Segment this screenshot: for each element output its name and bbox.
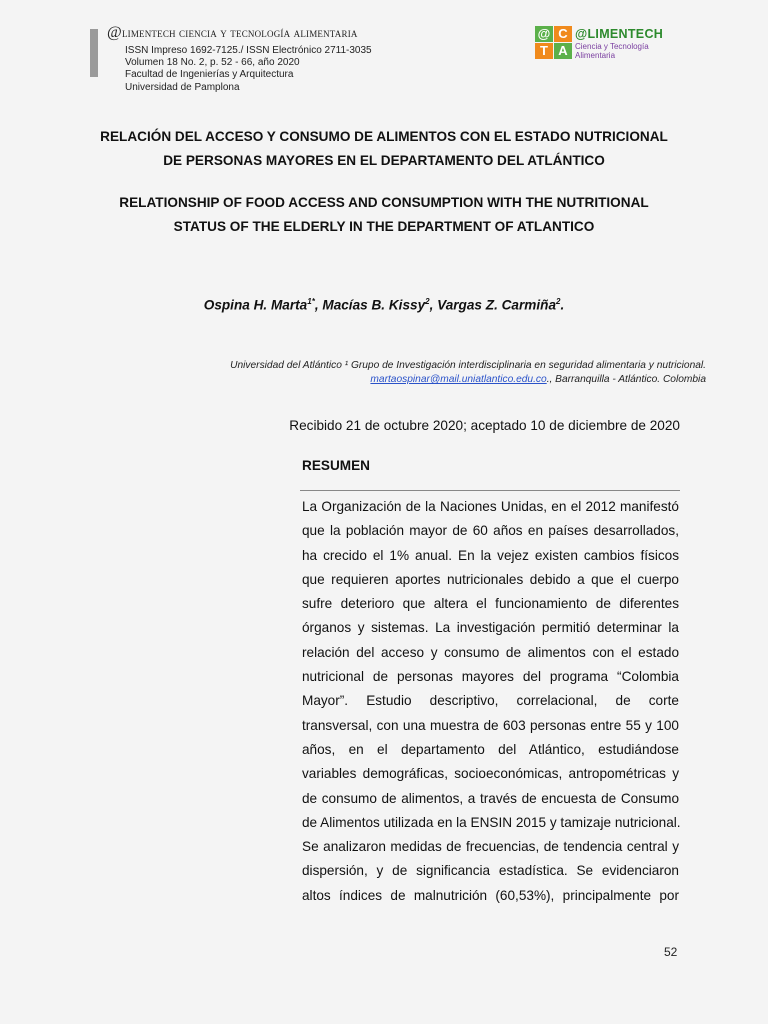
author-name: , Macías B. Kissy bbox=[314, 297, 426, 313]
issn-line: ISSN Impreso 1692-7125./ ISSN Electrónico 2711-3035 bbox=[125, 45, 372, 56]
logo-subtitle bbox=[575, 43, 649, 60]
authors bbox=[60, 297, 708, 313]
title-line: DE PERSONAS MAYORES EN EL DEPARTAMENTO DEL ATLÁNTICO bbox=[163, 153, 605, 168]
abstract-line: años, en el departamento del Atlántico, estudiándose bbox=[302, 741, 679, 757]
logo-subtitle-line: Ciencia y Tecnología bbox=[575, 42, 649, 51]
authors-end: . bbox=[560, 297, 565, 313]
resumen-heading: RESUMEN bbox=[302, 458, 370, 473]
volume-line: Volumen 18 No. 2, p. 52 - 66, año 2020 bbox=[125, 57, 300, 69]
author-sup: 2 bbox=[556, 297, 561, 306]
author-sup: 2 bbox=[425, 297, 430, 306]
journal-name bbox=[107, 24, 358, 42]
abstract-line: Mayor”. Estudio descriptivo, correlacional, de corte bbox=[302, 693, 679, 709]
logo-tiles bbox=[535, 26, 573, 60]
abstract-line: nutricional de personas mayores del programa “Colombia bbox=[302, 669, 679, 685]
affiliation-contact bbox=[230, 373, 706, 387]
abstract-line: sufre deterioro que altera el funcionamiento de diferentes bbox=[302, 596, 679, 612]
author-name: , Vargas Z. Carmiña bbox=[429, 297, 557, 313]
abstract-line: que la población mayor de 60 años en países desarrollados, bbox=[302, 523, 679, 539]
abstract-line: de Alimentos utilizada en la ENSIN 2015 y tamizaje nutricional. bbox=[302, 814, 681, 830]
logo-tile: T bbox=[535, 43, 553, 59]
journal-logo bbox=[535, 26, 695, 60]
abstract-text bbox=[302, 495, 679, 908]
author-sup: 1* bbox=[307, 297, 315, 306]
logo-tile: A bbox=[554, 43, 572, 59]
title-line: STATUS OF THE ELDERLY IN THE DEPARTMENT OF ATLANTICO bbox=[173, 219, 595, 234]
abstract-line: ha crecido el 1% anual. En la vejez existen cambios físicos bbox=[302, 547, 679, 563]
logo-name: @LIMENTECH bbox=[575, 27, 664, 41]
title-english bbox=[60, 191, 708, 239]
received-dates: Recibido 21 de octubre 2020; aceptado 10 de diciembre de 2020 bbox=[289, 418, 680, 433]
title-spanish bbox=[60, 125, 708, 173]
affiliation bbox=[230, 359, 706, 387]
abstract-line: La Organización de la Naciones Unidas, en el 2012 manifestó bbox=[302, 499, 679, 514]
journal-name-text: limentech ciencia y tecnología alimentaria bbox=[121, 26, 358, 40]
journal-info bbox=[125, 45, 372, 94]
abstract-line: transversal, con una muestra de 603 personas entre 55 y 100 bbox=[302, 717, 679, 733]
email-link[interactable]: martaospinar@mail.uniatlantico.edu.co bbox=[370, 374, 547, 385]
faculty-line: Facultad de Ingenierías y Arquitectura bbox=[125, 69, 294, 81]
logo-subtitle-line: Alimentaria bbox=[575, 50, 616, 60]
affiliation-line: Universidad del Atlántico ¹ Grupo de Investigación interdisciplinaria en seguridad alimentaria y nutricional. bbox=[230, 360, 706, 371]
logo-tile: @ bbox=[535, 26, 553, 42]
abstract-line: relación del acceso y consumo de alimentos con el estado bbox=[302, 644, 679, 660]
affiliation-location: ., Barranquilla - Atlántico. Colombia bbox=[546, 374, 706, 385]
header-side-bar bbox=[90, 29, 98, 77]
abstract-line: variables demográficas, socioeconómicas, antropométricas y bbox=[302, 766, 679, 782]
abstract-line: órganos y sistemas. La investigación permitió determinar la bbox=[302, 620, 679, 636]
title-line: RELATIONSHIP OF FOOD ACCESS AND CONSUMPTION WITH THE NUTRITIONAL bbox=[119, 195, 649, 210]
abstract-line: que requieren aportes nutricionales debido a que el cuerpo bbox=[302, 571, 679, 587]
author-name: Ospina H. Marta bbox=[203, 297, 308, 313]
section-divider bbox=[300, 490, 680, 491]
title-line: RELACIÓN DEL ACCESO Y CONSUMO DE ALIMENTOS CON EL ESTADO NUTRICIONAL bbox=[100, 129, 668, 144]
logo-tile: C bbox=[554, 26, 572, 42]
abstract-line: de consumo de alimentos, a través de encuesta de Consumo bbox=[302, 790, 679, 806]
journal-at-sign: @ bbox=[107, 24, 122, 41]
page-number: 52 bbox=[664, 945, 678, 959]
abstract-line: Se analizaron medidas de frecuencias, de tendencia central y bbox=[302, 839, 679, 855]
abstract-line: dispersión, y de significancia estadística. Se evidenciaron bbox=[302, 863, 679, 879]
university-line: Universidad de Pamplona bbox=[125, 81, 240, 93]
abstract-line: altos índices de malnutrición (60,53%), principalmente por bbox=[302, 887, 679, 903]
